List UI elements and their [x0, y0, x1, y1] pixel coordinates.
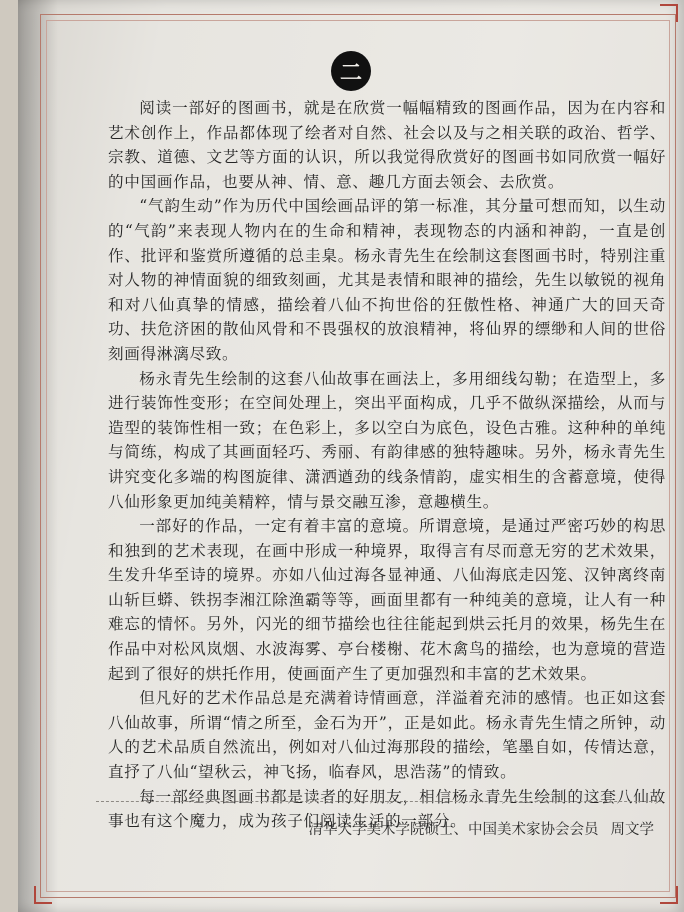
paragraph: “气韵生动”作为历代中国绘画品评的第一标准，其分量可想而知，以生动的“气韵”来表现人物内在的生命和精神，表现物态的内涵和神韵，一直是创作、批评和鉴赏所遵循的总圭臬。杨永青先生在绘制这套图画书时，特别注重对人物的神情面貌的细致刻画，尤其是表情和眼神的描绘，先生以敏锐的视角和对八仙真挚的情感，描绘着八仙不拘世俗的狂傲性格、神通广大的回天奇功、扶危济困的散仙风骨和不畏强权的放浪精神，将仙界的缥缈和人间的世俗刻画得淋漓尽致。 [108, 197, 666, 363]
paragraph: 一部好的作品，一定有着丰富的意境。所谓意境，是通过严密巧妙的构思和独到的艺术表现，在画中形成一种境界，取得言有尽而意无穷的艺术效果，生发升华至诗的境界。亦如八仙过海各显神通、八仙海底走囚笼、汉钟离终南山斩巨蟒、铁拐李湘江除渔霸等等，画面里都有一种纯美的意境，让人有一种难忘的情怀。另外，闪光的细节描绘也往往能起到烘云托月的效果，杨先生在作品中对松风岚烟、水波海雾、亭台楼榭、花木禽鸟的描绘，也为意境的营造起到了很好的烘托作用，使画面产生了更加强烈和丰富的艺术效果。 [108, 517, 666, 683]
section-number-badge: 二 [331, 51, 371, 91]
signature-divider [96, 801, 662, 802]
corner-ornament-bottom-right [660, 886, 678, 904]
paragraph: 但凡好的艺术作品总是充满着诗情画意，洋溢着充沛的感情。也正如这套八仙故事，所谓“情之所至，金石为开”，正是如此。杨永青先生情之所钟，动人的艺术品质自然流出，例如对八仙过海那段的描绘，笔墨自如，传情达意，直抒了八仙“望秋云，神飞扬，临春风，思浩荡”的情致。 [108, 689, 666, 782]
preface-body [108, 96, 666, 834]
paragraph: 杨永青先生绘制的这套八仙故事在画法上，多用细线勾勒；在造型上，多进行装饰性变形；在空间处理上，突出平面构成，几乎不做纵深描绘，从而与造型的装饰性相一致；在色彩上，多以空白为底色，设色古雅。这种种的单纯与简练，构成了其画面轻巧、秀丽、有韵律感的独特趣味。另外，杨永青先生讲究变化多端的构图旋律、潇洒遒劲的线条情韵，虚实相生的含蓄意境，使得八仙形象更加纯美精粹，情与景交融互渗，意趣横生。 [108, 369, 666, 511]
corner-ornament-top-right [660, 4, 678, 22]
author-title: 清华大学美术学院硕士、中国美术家协会会员 [308, 822, 599, 838]
author-name: 周文学 [610, 822, 654, 838]
paragraph: 阅读一部好的图画书，就是在欣赏一幅幅精致的图画作品，因为在内容和艺术创作上，作品都体现了绘者对自然、社会以及与之相关联的政治、哲学、宗教、道德、文艺等方面的认识，所以我觉得欣赏好的图画书如同欣赏一幅好的中国画作品，也要从神、情、意、趣几方面去领会、去欣赏。 [108, 99, 666, 191]
corner-ornament-bottom-left [34, 886, 52, 904]
author-signature [309, 818, 655, 839]
paragraph: 每一部经典图画书都是读者的好朋友，相信杨永青先生绘制的这套八仙故事也有这个魔力，成为孩子们阅读生活的一部分。 [108, 787, 666, 831]
